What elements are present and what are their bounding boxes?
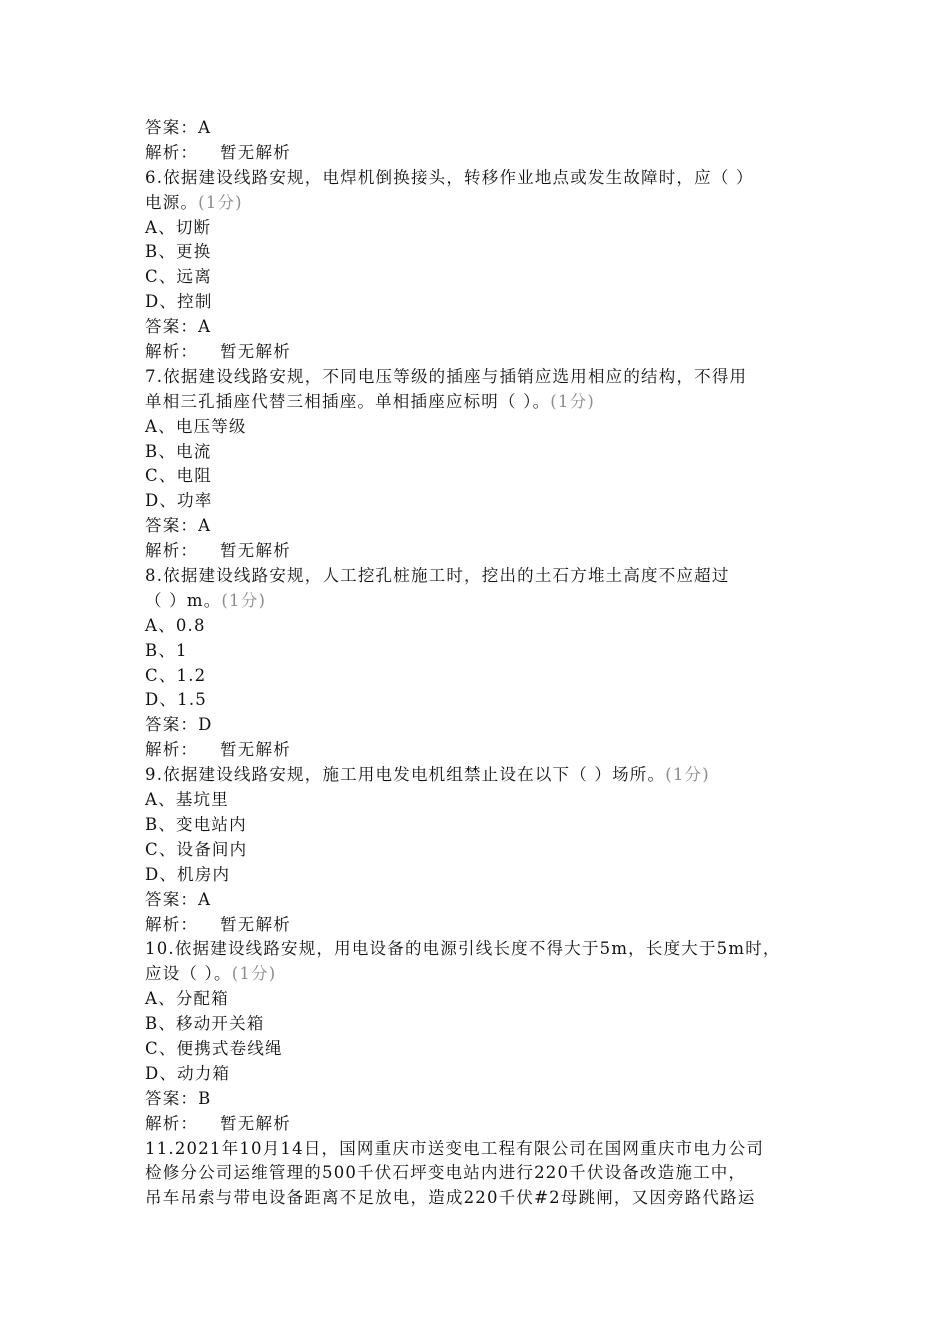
option-c: C、1.2	[145, 665, 207, 685]
question-11	[145, 1137, 815, 1212]
analysis-label: 解析：	[145, 1113, 199, 1133]
option-b: B、更换	[145, 242, 212, 262]
question-text: 应设（ ）。(1分)	[145, 964, 277, 984]
question-7	[145, 365, 815, 564]
question-text: 单相三孔插座代替三相插座。单相插座应标明（ ）。(1分)	[145, 391, 595, 411]
question-text: 吊车吊索与带电设备距离不足放电，造成220千伏#2母跳闸，又因旁路代路运	[145, 1188, 756, 1208]
question-8	[145, 564, 815, 763]
option-c: C、便携式卷线绳	[145, 1038, 283, 1058]
answer-line: 答案：B	[145, 1088, 212, 1108]
option-a: A、电压等级	[145, 416, 247, 436]
analysis-text: 暂无解析	[220, 342, 291, 362]
question-text: 检修分公司运维管理的500千伏石坪变电站内进行220千伏设备改造施工中，	[145, 1163, 747, 1183]
question-text: 8.依据建设线路安规，人工挖孔桩施工时，挖出的土石方堆土高度不应超过	[145, 566, 730, 586]
analysis-line	[145, 1112, 815, 1137]
option-a: A、基坑里	[145, 790, 229, 810]
question-9	[145, 763, 815, 937]
analysis-label: 解析：	[145, 914, 199, 934]
option-a: A、切断	[145, 217, 212, 237]
option-d: D、机房内	[145, 864, 231, 884]
option-a: A、0.8	[145, 615, 206, 635]
answer-line: 答案：D	[145, 715, 213, 735]
option-b: B、变电站内	[145, 814, 247, 834]
option-d: D、1.5	[145, 690, 207, 710]
document-page	[145, 116, 815, 1211]
question-score: (1分)	[665, 765, 710, 785]
question-text: 电源。(1分)	[145, 192, 243, 212]
analysis-text: 暂无解析	[220, 142, 291, 162]
question-text: 11.2021年10月14日，国网重庆市送变电工程有限公司在国网重庆市电力公司	[145, 1138, 765, 1158]
question-10	[145, 937, 815, 1136]
option-c: C、电阻	[145, 466, 212, 486]
question-score: (1分)	[198, 192, 243, 212]
analysis-text: 暂无解析	[220, 541, 291, 561]
option-d: D、功率	[145, 491, 213, 511]
question-6	[145, 166, 815, 365]
analysis-text: 暂无解析	[220, 1113, 291, 1133]
analysis-line	[145, 340, 815, 365]
answer-line: 答案：A	[145, 516, 212, 536]
option-b: B、1	[145, 640, 188, 660]
question-score: (1分)	[221, 590, 267, 610]
question-text: 7.依据建设线路安规，不同电压等级的插座与插销应选用相应的结构，不得用	[145, 366, 748, 386]
analysis-line	[145, 141, 815, 166]
option-b: B、电流	[145, 441, 212, 461]
analysis-text: 暂无解析	[220, 914, 291, 934]
analysis-label: 解析：	[145, 142, 199, 162]
analysis-line	[145, 738, 815, 763]
question-score: (1分)	[550, 391, 595, 411]
analysis-label: 解析：	[145, 342, 199, 362]
question-text: （ ）m。(1分)	[145, 590, 267, 610]
option-c: C、远离	[145, 267, 212, 287]
answer-line: 答案：A	[145, 889, 212, 909]
option-d: D、控制	[145, 292, 213, 312]
question-text: 9.依据建设线路安规，施工用电发电机组禁止设在以下（ ）场所。(1分)	[145, 765, 710, 785]
analysis-line	[145, 539, 815, 564]
option-d: D、动力箱	[145, 1063, 231, 1083]
analysis-line	[145, 913, 815, 938]
question-text: 10.依据建设线路安规，用电设备的电源引线长度不得大于5m，长度大于5m时，	[145, 939, 781, 959]
option-c: C、设备间内	[145, 839, 248, 859]
option-a: A、分配箱	[145, 989, 229, 1009]
question-score: (1分)	[231, 964, 277, 984]
answer-line: 答案：A	[145, 118, 212, 137]
analysis-label: 解析：	[145, 740, 199, 760]
analysis-label: 解析：	[145, 541, 199, 561]
answer-line: 答案：A	[145, 317, 212, 337]
question-text: 6.依据建设线路安规，电焊机倒换接头，转移作业地点或发生故障时，应（ ）	[145, 167, 754, 187]
option-b: B、移动开关箱	[145, 1014, 265, 1034]
analysis-text: 暂无解析	[220, 740, 291, 760]
